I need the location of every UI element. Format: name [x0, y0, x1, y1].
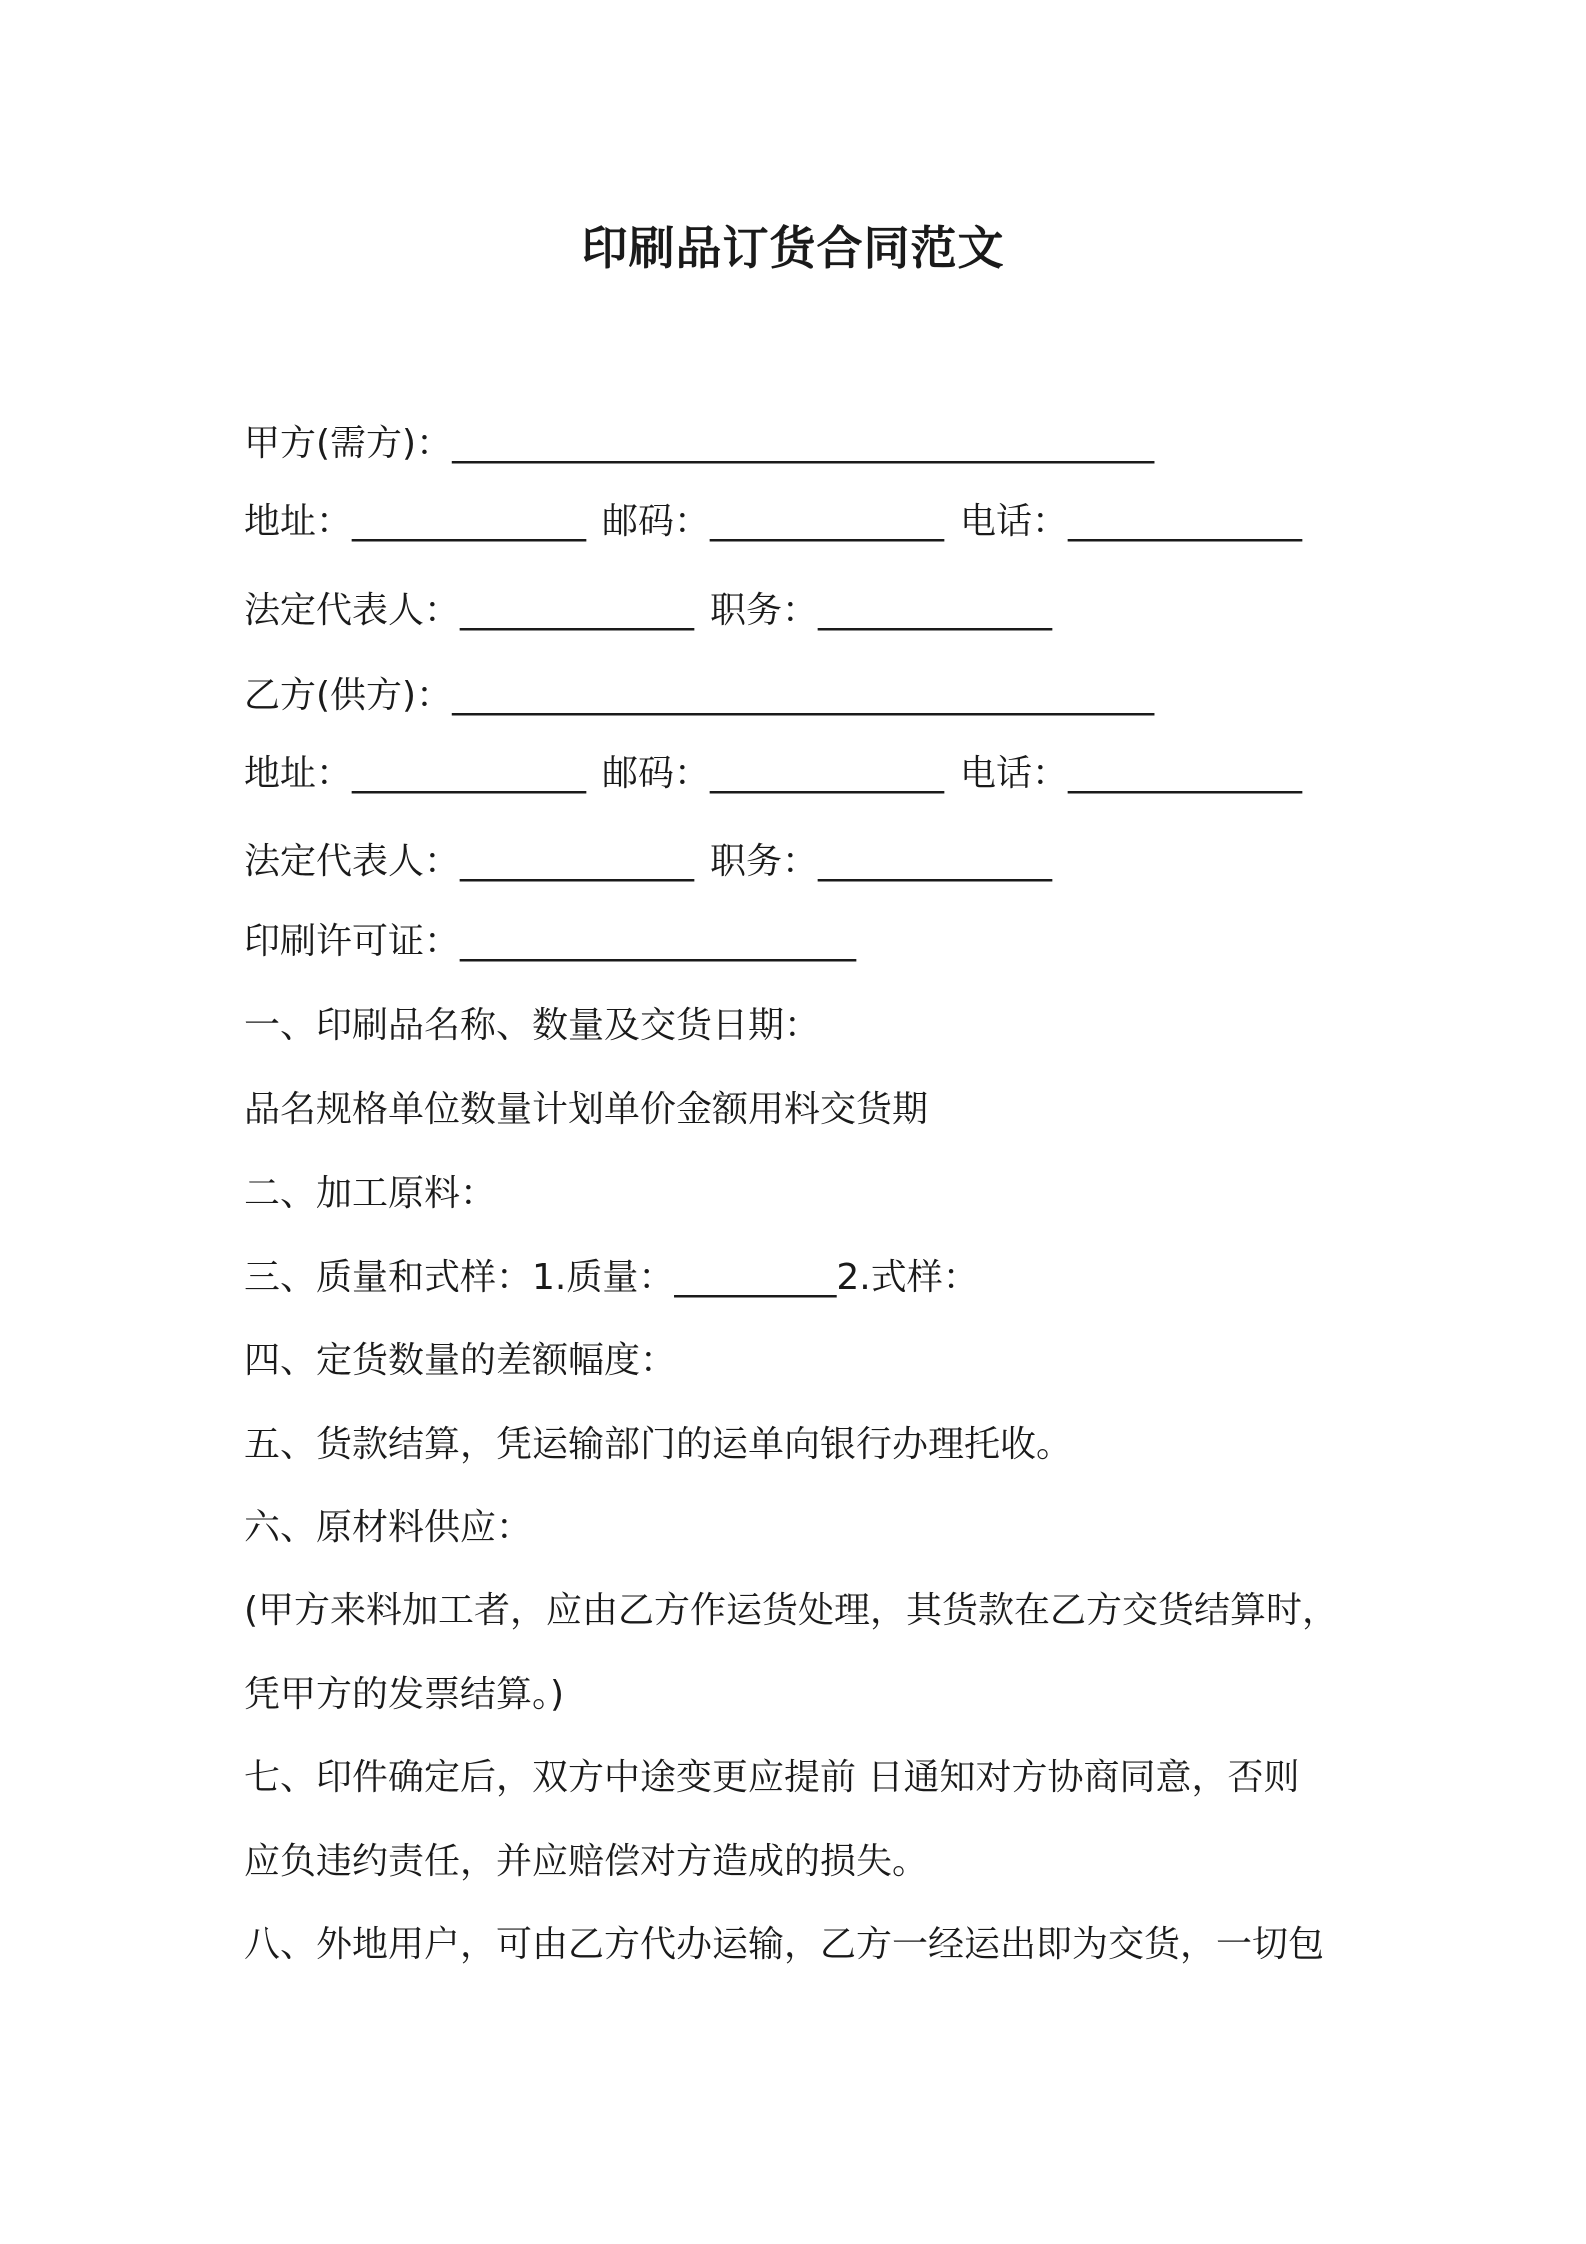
party-a-contact-row: [244, 498, 1302, 546]
clause-4: 四、定货数量的差额幅度：: [244, 1340, 677, 1381]
clause-8-line-1: 八、外地用户，可由乙方代办运输，乙方一经运出即为交货，一切包: [244, 1924, 1325, 1965]
party-b-phone: 电话：_____________: [960, 753, 1303, 794]
clause-6-note-line-1: (甲方来料加工者，应由乙方作运货处理，其货款在乙方交货结算时，: [244, 1590, 1339, 1631]
clause-6: 六、原材料供应：: [244, 1507, 533, 1548]
clause-7-line-1: 七、印件确定后，双方中途变更应提前 日通知对方协商同意，否则: [244, 1757, 1300, 1798]
clause-1-table-header: 品名规格单位数量计划单价金额用料交货期: [244, 1089, 929, 1130]
clause-6-note-line-2: 凭甲方的发票结算。): [244, 1674, 565, 1715]
party-a-postcode: 邮码：_____________: [602, 501, 945, 542]
clause-5: 五、货款结算，凭运输部门的运单向银行办理托收。: [244, 1424, 1073, 1465]
party-a-phone: 电话：_____________: [960, 501, 1303, 542]
party-a-position: 职务：_____________: [710, 590, 1053, 631]
party-a-legal-rep: 法定代表人：_____________: [244, 590, 695, 631]
party-a-address: 地址：_____________: [244, 501, 587, 542]
party-b-rep-row: [244, 838, 1052, 886]
party-a-rep-row: [244, 587, 1052, 635]
party-b-address: 地址：_____________: [244, 753, 587, 794]
clause-1-heading: 一、印刷品名称、数量及交货日期：: [244, 1005, 821, 1046]
clause-7-line-2: 应负违约责任，并应赔偿对方造成的损失。: [244, 1841, 929, 1882]
party-b-legal-rep: 法定代表人：_____________: [244, 841, 695, 882]
party-b-position: 职务：_____________: [710, 841, 1053, 882]
clause-3: 三、质量和式样：1.质量：_________2.式样：: [244, 1257, 979, 1298]
printing-license-row: 印刷许可证：______________________: [244, 921, 857, 962]
party-a-name-row: 甲方(需方)：_______________________________________: [244, 423, 1155, 464]
party-b-postcode: 邮码：_____________: [602, 753, 945, 794]
party-b-name-row: 乙方(供方)：_______________________________________: [244, 675, 1155, 716]
document-title: 印刷品订货合同范文: [581, 221, 1005, 275]
clause-2: 二、加工原料：: [244, 1173, 497, 1214]
party-b-contact-row: [244, 750, 1302, 798]
